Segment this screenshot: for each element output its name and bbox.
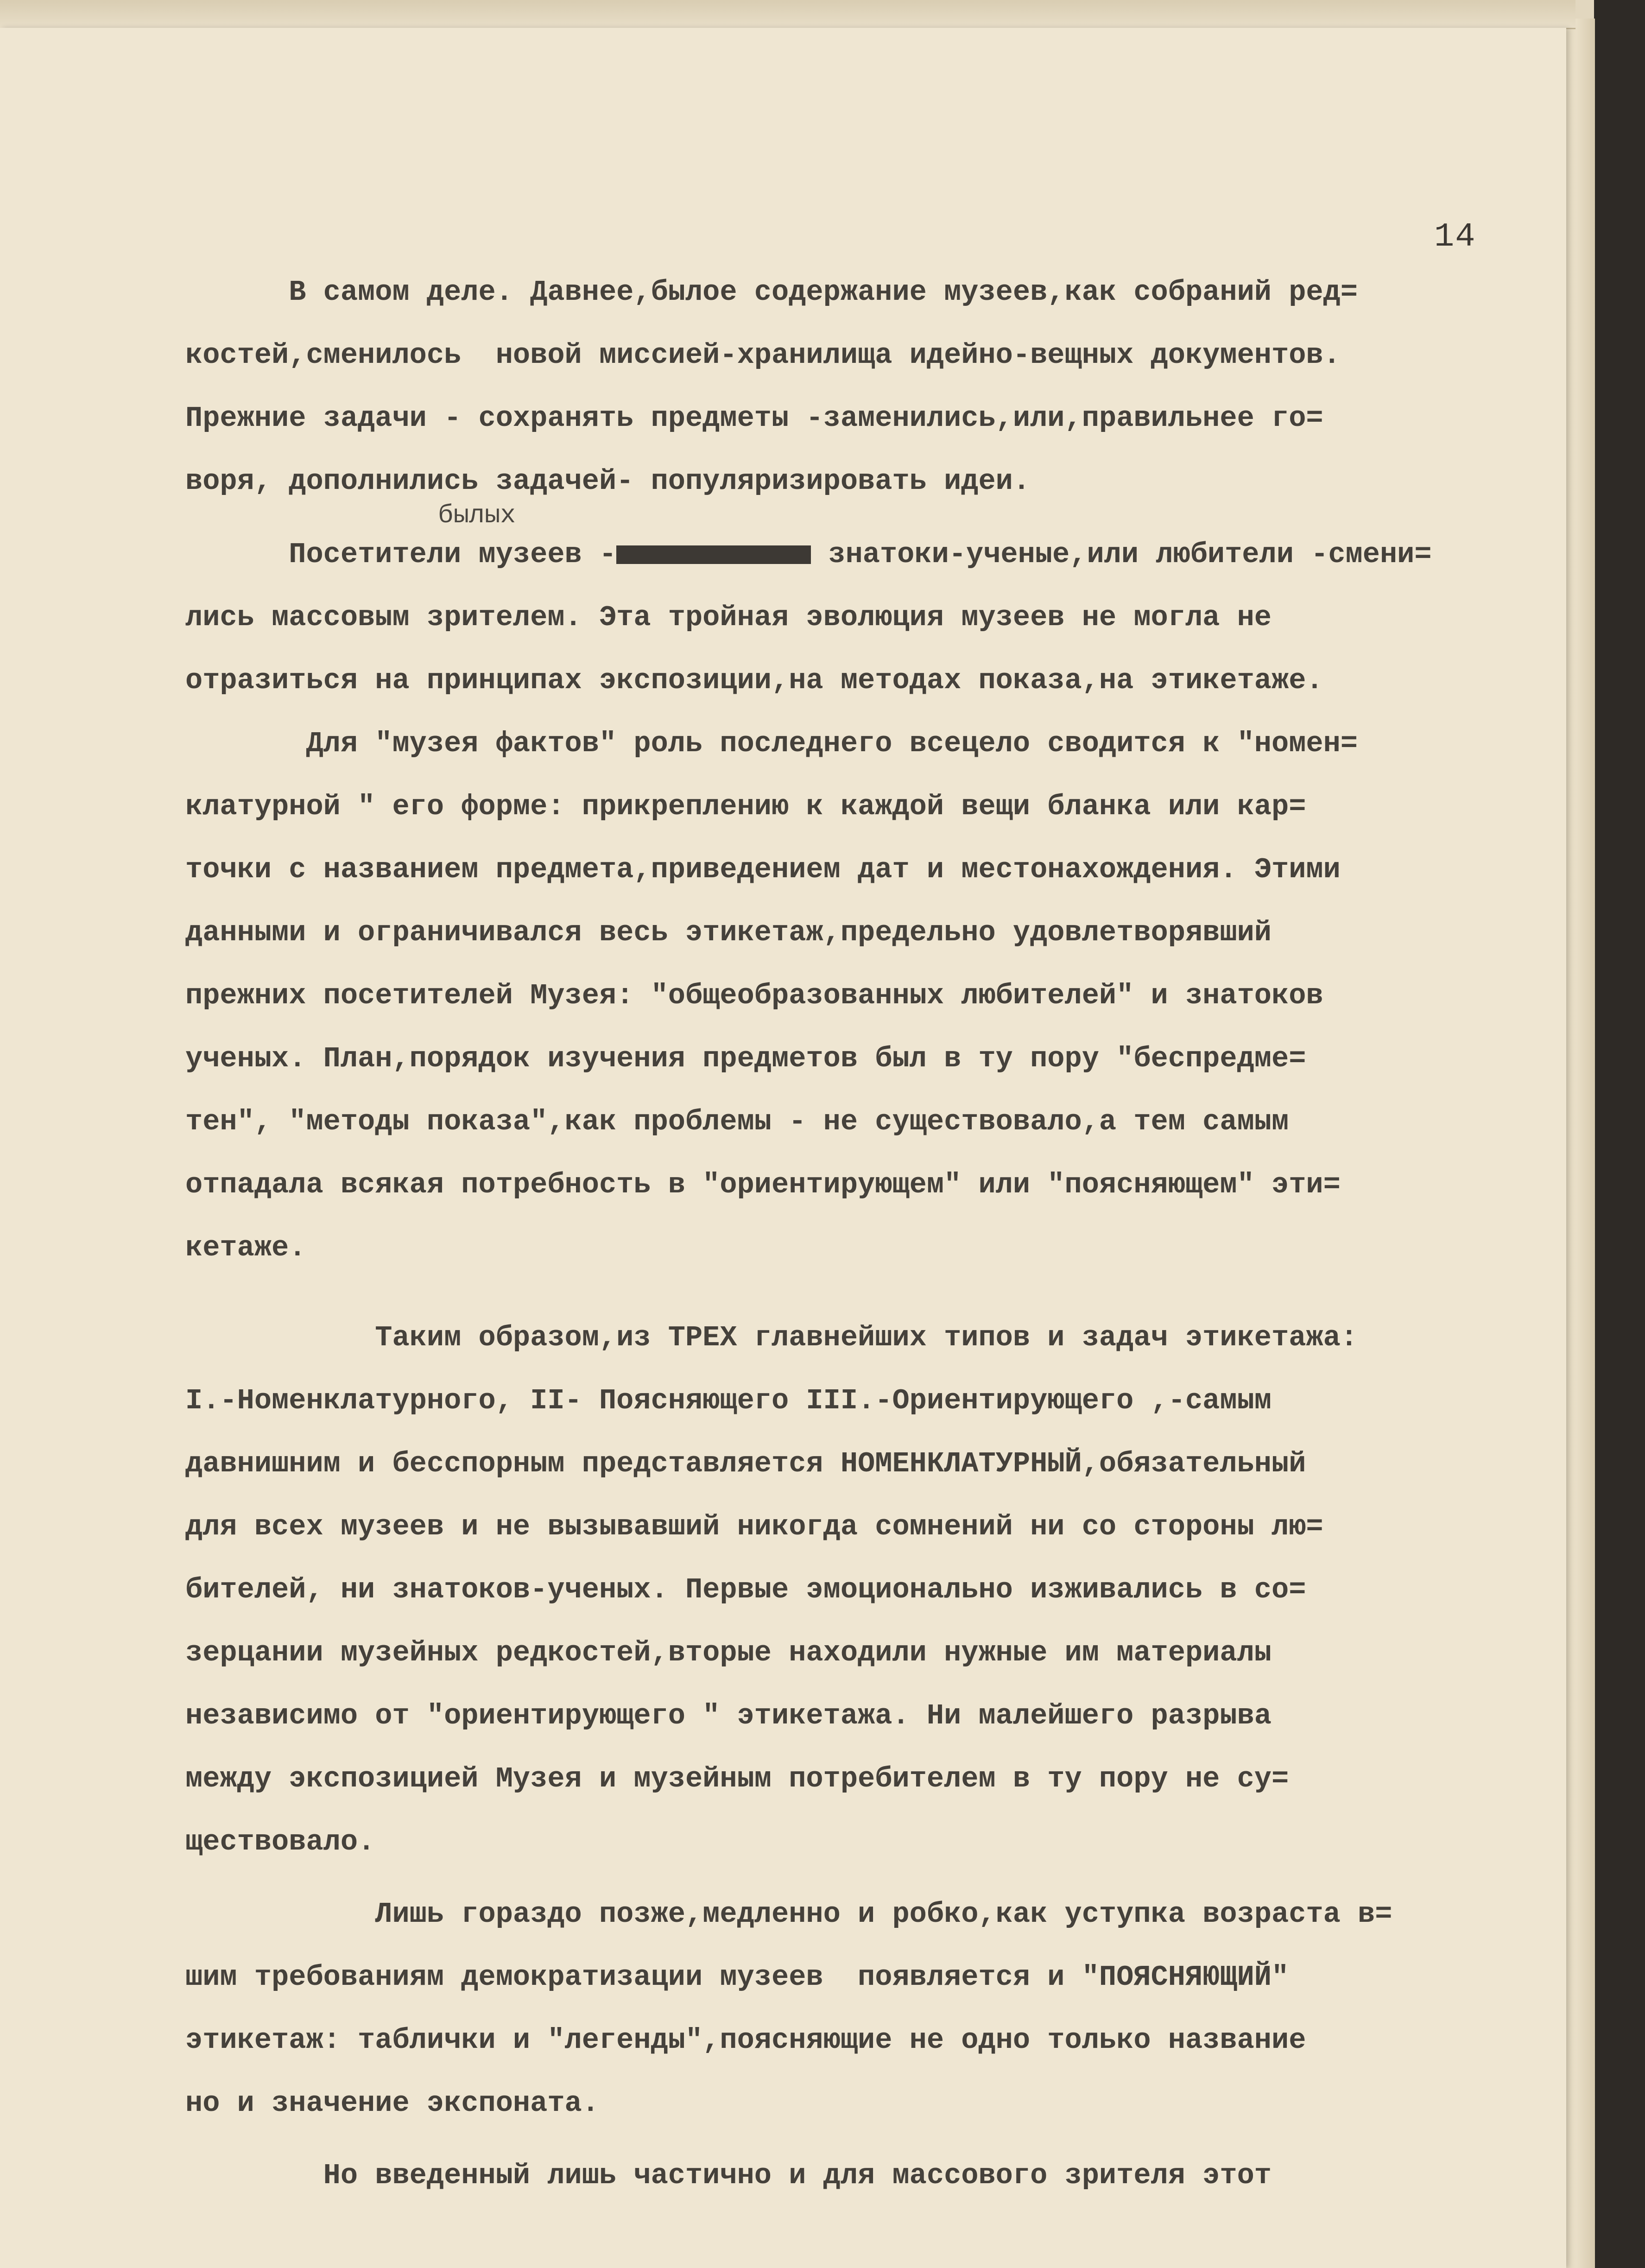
handwritten-insert: былых xyxy=(438,500,516,530)
typewritten-page xyxy=(0,28,1566,2268)
text-line: но и значение экспоната. xyxy=(185,2087,599,2120)
text-line: Таким образом,из ТРЕХ главнейших типов и задач этикетажа: xyxy=(185,1321,1358,1354)
text-line: костей,сменилось новой миссией-хранилища идейно-вещных документов. xyxy=(185,339,1341,372)
line-end: знатоки-ученые,или любители -смени= xyxy=(811,538,1432,571)
struck-out-word xyxy=(616,545,811,564)
text-line: В самом деле. Давнее,былое содержание музеев,как собраний ред= xyxy=(185,276,1358,309)
text-line: бителей, ни знатоков-ученых. Первые эмоционально изживались в со= xyxy=(185,1573,1306,1606)
text-line-with-strikeout xyxy=(185,540,1432,569)
previous-page-strip xyxy=(0,0,1575,29)
text-line: для всех музеев и не вызывавший никогда сомнений ни со стороны лю= xyxy=(185,1510,1323,1543)
text-line: Для "музея фактов" роль последнего всецело сводится к "номен= xyxy=(185,727,1358,760)
text-line: кетаже. xyxy=(185,1231,306,1264)
text-line: Лишь гораздо позже,медленно и робко,как уступка возраста в= xyxy=(185,1898,1392,1931)
text-line: I.-Номенклатурного, II- Поясняющего III.-Ориентирующего ,-самым xyxy=(185,1384,1272,1417)
text-line: зерцании музейных редкостей,вторые находили нужные им материалы xyxy=(185,1636,1272,1669)
text-line: между экспозицией Музея и музейным потребителем в ту пору не су= xyxy=(185,1762,1289,1795)
text-line: воря, дополнились задачей- популяризировать идеи. xyxy=(185,465,1031,498)
text-line: шим требованиям демократизации музеев появляется и "ПОЯСНЯЮЩИЙ" xyxy=(185,1961,1289,1994)
text-line: лись массовым зрителем. Эта тройная эволюция музеев не могла не xyxy=(185,601,1272,634)
text-line: тен", "методы показа",как проблемы - не существовало,а тем самым xyxy=(185,1105,1289,1138)
text-line: прежних посетителей Музея: "общеобразованных любителей" и знатоков xyxy=(185,979,1323,1012)
text-line: отразиться на принципах экспозиции,на методах показа,на этикетаже. xyxy=(185,664,1323,697)
text-line: ученых. План,порядок изучения предметов был в ту пору "беспредме= xyxy=(185,1042,1306,1075)
text-line: давнишним и бесспорным представляется НОМЕНКЛАТУРНЫЙ,обязательный xyxy=(185,1447,1306,1480)
text-line: ществовало. xyxy=(185,1825,375,1858)
text-line: точки с названием предмета,приведением дат и местонахождения. Этими xyxy=(185,853,1341,886)
line-start: Посетители музеев - xyxy=(185,538,617,571)
text-line: отпадала всякая потребность в "ориентирующем" или "поясняющем" эти= xyxy=(185,1168,1341,1201)
text-line: независимо от "ориентирующего " этикетажа. Ни малейшего разрыва xyxy=(185,1699,1272,1732)
text-line: данными и ограничивался весь этикетаж,предельно удовлетворявший xyxy=(185,916,1272,949)
text-line: клатурной " его форме: прикреплению к каждой вещи бланка или кар= xyxy=(185,790,1306,823)
page-number: 14 xyxy=(1434,218,1476,256)
text-line: этикетаж: таблички и "легенды",поясняющие не одно только название xyxy=(185,2024,1306,2057)
text-line: Но введенный лишь частично и для массового зрителя этот xyxy=(185,2159,1272,2192)
text-line: Прежние задачи - сохранять предметы -заменились,или,правильнее го= xyxy=(185,402,1323,435)
